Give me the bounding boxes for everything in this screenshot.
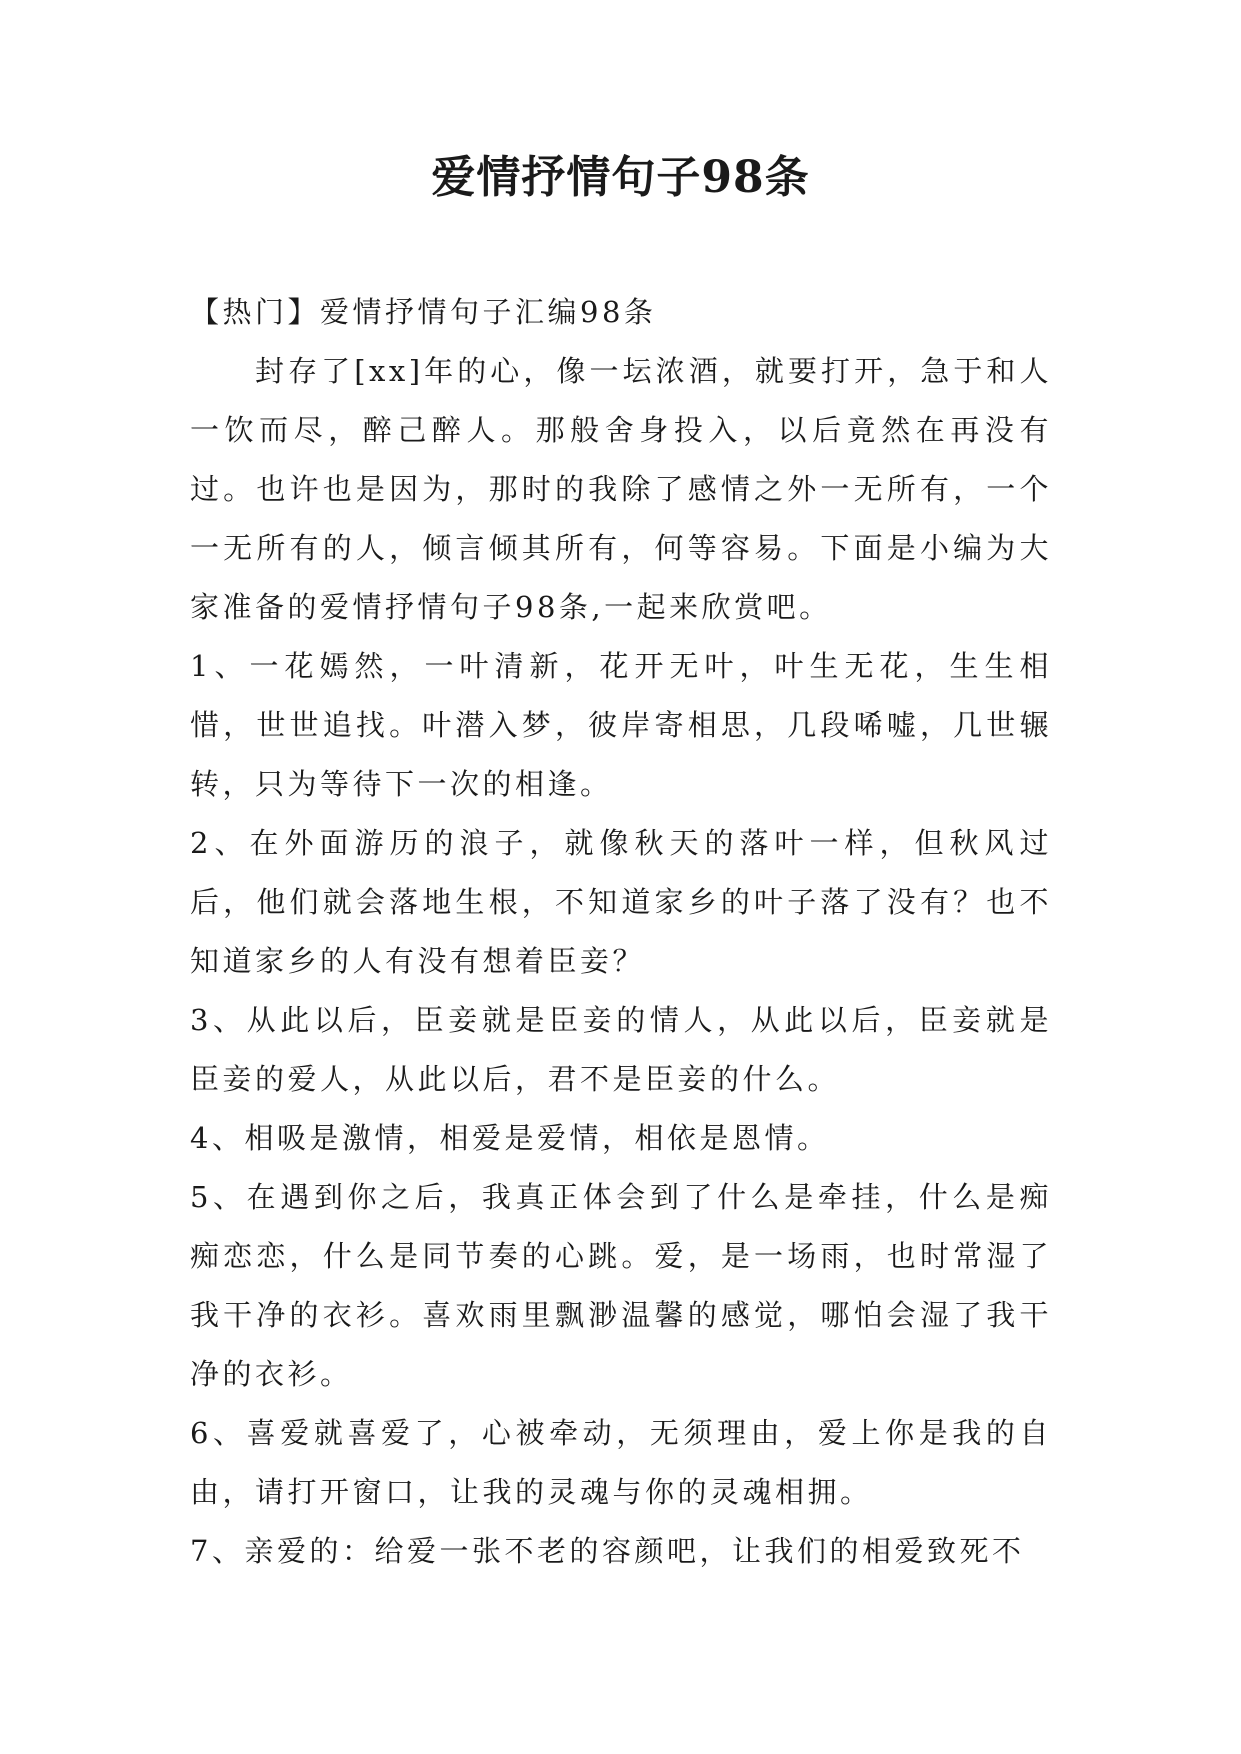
intro-paragraph: 封存了[xx]年的心，像一坛浓酒，就要打开，急于和人一饮而尽，醉己醉人。那般舍身投入，以后竟然在再没有过。也许也是因为，那时的我除了感情之外一无所有，一个一无所有的人，倾言倾其所有，何等容易。下面是小编为大家准备的爱情抒情句子98条,一起来欣赏吧。	[190, 354, 1052, 624]
page-title: 爱情抒情句子98条	[431, 152, 810, 203]
list-item: 5、在遇到你之后，我真正体会到了什么是牵挂，什么是痴痴恋恋，什么是同节奏的心跳。爱，是一场雨，也时常湿了我干净的衣衫。喜欢雨里飘渺温馨的感觉，哪怕会湿了我干净的衣衫。	[190, 1180, 1052, 1391]
list-item: 6、喜爱就喜爱了，心被牵动，无须理由，爱上你是我的自由，请打开窗口，让我的灵魂与你的灵魂相拥。	[190, 1416, 1052, 1509]
document-subtitle: 【热门】爱情抒情句子汇编98条	[190, 295, 657, 329]
list-item: 3、从此以后，臣妾就是臣妾的情人，从此以后，臣妾就是臣妾的爱人，从此以后，君不是臣妾的什么。	[190, 1003, 1052, 1096]
list-item: 7、亲爱的：给爱一张不老的容颜吧，让我们的相爱致死不	[190, 1534, 1025, 1568]
list-item: 2、在外面游历的浪子，就像秋天的落叶一样，但秋风过后，他们就会落地生根，不知道家乡的叶子落了没有？也不知道家乡的人有没有想着臣妾？	[190, 826, 1052, 978]
document-body	[190, 283, 1052, 1581]
list-item: 1、一花嫣然，一叶清新，花开无叶，叶生无花，生生相惜，世世追找。叶潜入梦，彼岸寄相思，几段唏嘘，几世辗转，只为等待下一次的相逢。	[190, 649, 1052, 801]
list-item: 4、相吸是激情，相爱是爱情，相依是恩情。	[190, 1121, 830, 1155]
